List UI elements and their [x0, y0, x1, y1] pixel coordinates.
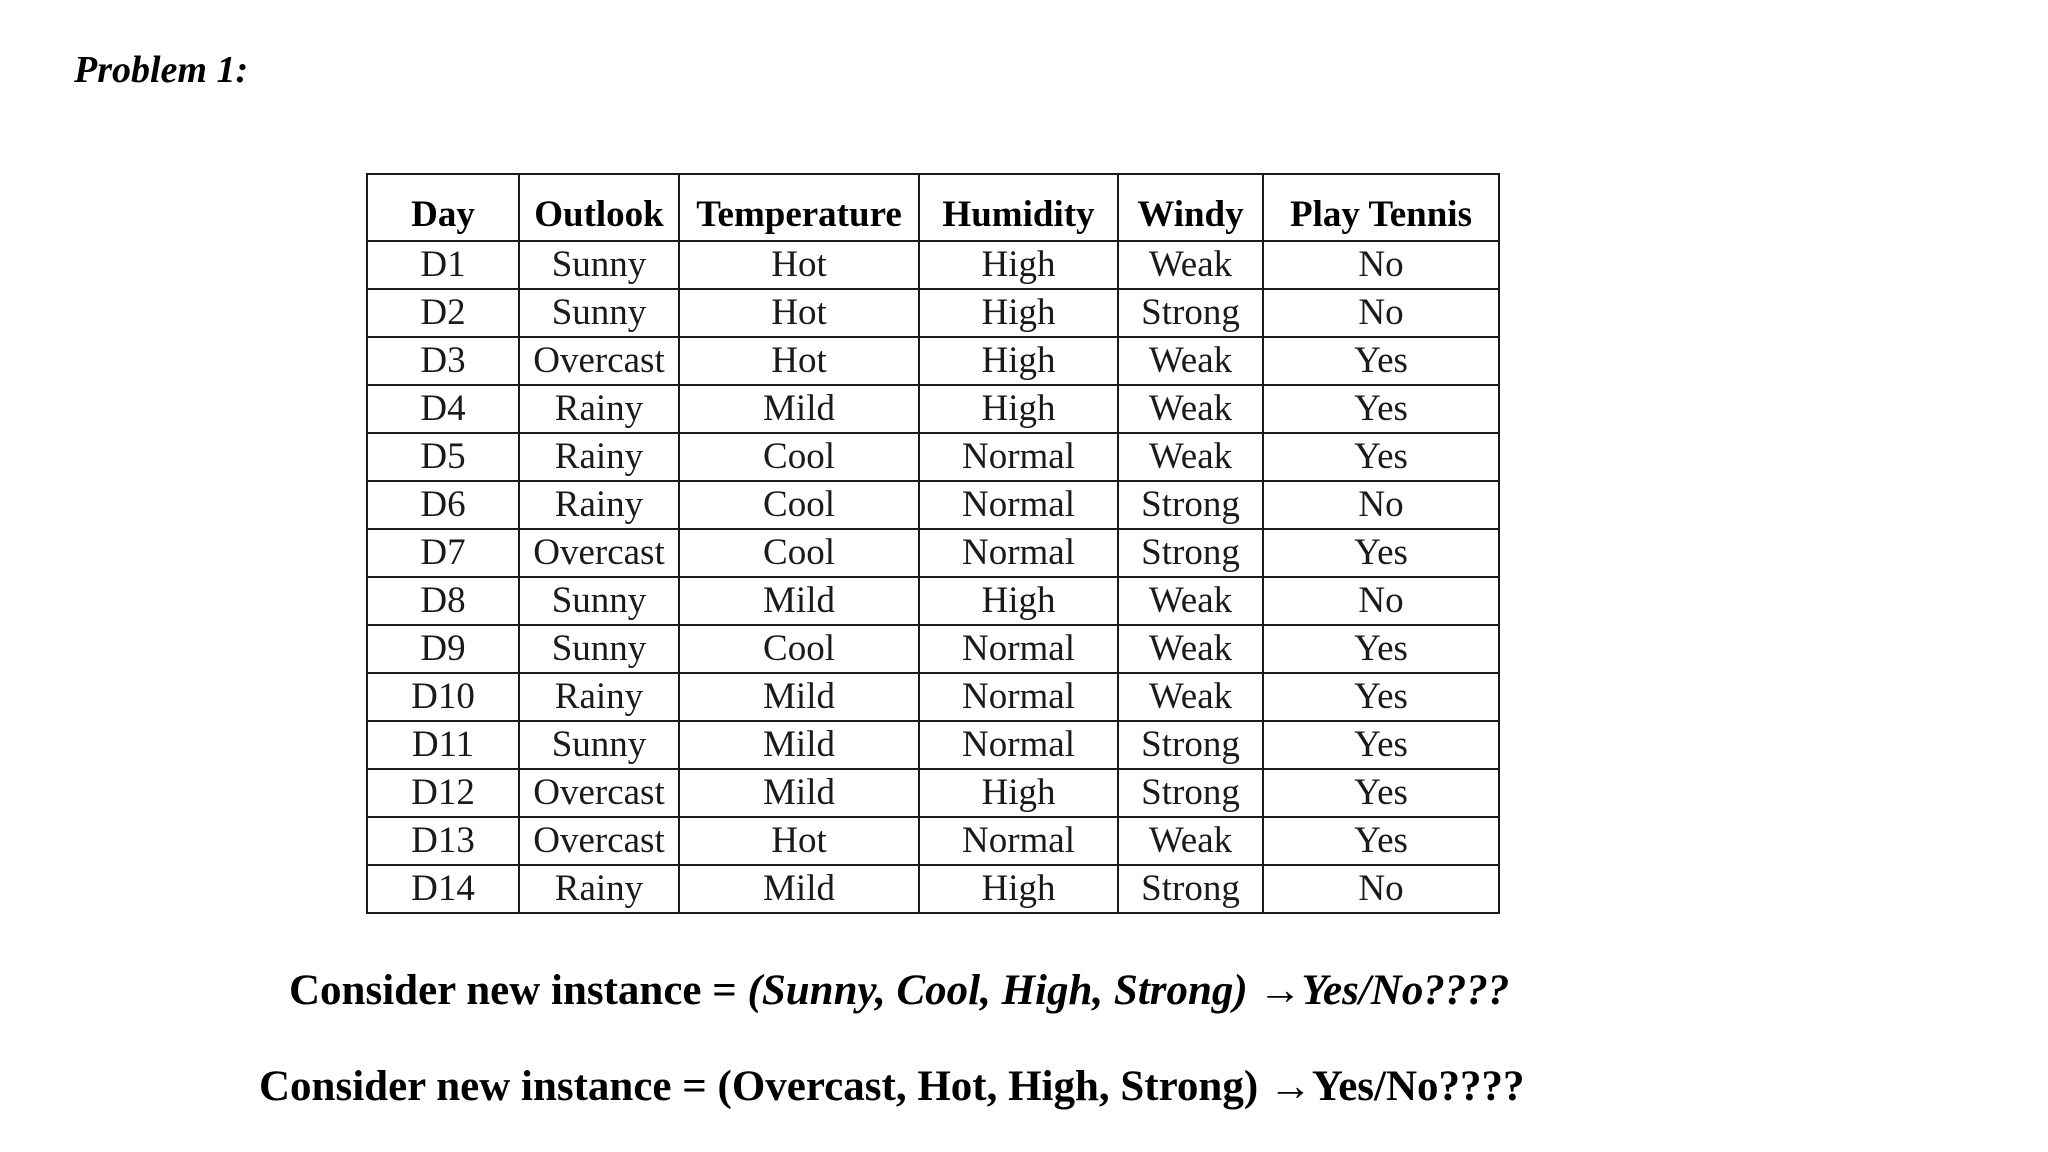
cell-outlook: Sunny — [519, 241, 679, 289]
instance-prefix: Consider new instance = — [259, 1063, 718, 1110]
cell-temperature: Hot — [679, 289, 919, 337]
column-header-windy: Windy — [1118, 174, 1263, 241]
cell-play-tennis: Yes — [1263, 433, 1499, 481]
cell-outlook: Overcast — [519, 769, 679, 817]
cell-temperature: Cool — [679, 481, 919, 529]
column-header-outlook: Outlook — [519, 174, 679, 241]
cell-day: D2 — [367, 289, 519, 337]
cell-outlook: Sunny — [519, 289, 679, 337]
column-header-temperature: Temperature — [679, 174, 919, 241]
cell-outlook: Sunny — [519, 721, 679, 769]
cell-day: D12 — [367, 769, 519, 817]
cell-outlook: Overcast — [519, 817, 679, 865]
cell-play-tennis: Yes — [1263, 769, 1499, 817]
cell-day: D4 — [367, 385, 519, 433]
cell-humidity: High — [919, 385, 1118, 433]
cell-day: D11 — [367, 721, 519, 769]
cell-temperature: Mild — [679, 721, 919, 769]
new-instance-question-1 — [289, 963, 1509, 1019]
cell-windy: Weak — [1118, 577, 1263, 625]
cell-day: D13 — [367, 817, 519, 865]
cell-play-tennis: No — [1263, 865, 1499, 913]
table-row — [367, 817, 1499, 865]
cell-day: D10 — [367, 673, 519, 721]
cell-humidity: High — [919, 865, 1118, 913]
cell-humidity: Normal — [919, 433, 1118, 481]
table-row — [367, 529, 1499, 577]
cell-humidity: High — [919, 241, 1118, 289]
cell-windy: Weak — [1118, 817, 1263, 865]
cell-windy: Strong — [1118, 865, 1263, 913]
cell-humidity: High — [919, 337, 1118, 385]
cell-play-tennis: Yes — [1263, 529, 1499, 577]
cell-play-tennis: Yes — [1263, 721, 1499, 769]
cell-windy: Weak — [1118, 625, 1263, 673]
cell-play-tennis: Yes — [1263, 385, 1499, 433]
instance-question: Yes/No???? — [1311, 1063, 1525, 1110]
cell-day: D5 — [367, 433, 519, 481]
cell-play-tennis: No — [1263, 289, 1499, 337]
cell-humidity: Normal — [919, 673, 1118, 721]
cell-humidity: Normal — [919, 817, 1118, 865]
cell-outlook: Rainy — [519, 433, 679, 481]
problem-title: Problem 1: — [74, 49, 249, 91]
table-header-row — [367, 174, 1499, 241]
cell-windy: Strong — [1118, 481, 1263, 529]
cell-play-tennis: Yes — [1263, 337, 1499, 385]
column-header-day: Day — [367, 174, 519, 241]
cell-temperature: Mild — [679, 769, 919, 817]
cell-humidity: Normal — [919, 721, 1118, 769]
instance-tuple: (Overcast, Hot, High, Strong) — [717, 1063, 1269, 1110]
table-row — [367, 241, 1499, 289]
cell-windy: Strong — [1118, 721, 1263, 769]
cell-day: D8 — [367, 577, 519, 625]
cell-windy: Strong — [1118, 769, 1263, 817]
cell-outlook: Overcast — [519, 337, 679, 385]
cell-windy: Weak — [1118, 241, 1263, 289]
cell-outlook: Overcast — [519, 529, 679, 577]
table-row — [367, 865, 1499, 913]
cell-play-tennis: No — [1263, 481, 1499, 529]
cell-windy: Weak — [1118, 673, 1263, 721]
instance-tuple: (Sunny, Cool, High, Strong) — [747, 967, 1248, 1014]
cell-day: D9 — [367, 625, 519, 673]
cell-humidity: Normal — [919, 481, 1118, 529]
cell-windy: Strong — [1118, 289, 1263, 337]
table-row — [367, 337, 1499, 385]
table-row — [367, 385, 1499, 433]
right-arrow-icon: → — [1268, 1063, 1312, 1110]
table-body — [367, 241, 1499, 913]
table-row — [367, 673, 1499, 721]
cell-humidity: High — [919, 769, 1118, 817]
cell-temperature: Mild — [679, 865, 919, 913]
cell-day: D7 — [367, 529, 519, 577]
cell-windy: Strong — [1118, 529, 1263, 577]
cell-temperature: Mild — [679, 673, 919, 721]
table-row — [367, 577, 1499, 625]
cell-day: D3 — [367, 337, 519, 385]
play-tennis-table — [366, 173, 1500, 914]
cell-temperature: Cool — [679, 433, 919, 481]
cell-temperature: Hot — [679, 337, 919, 385]
cell-temperature: Mild — [679, 385, 919, 433]
cell-outlook: Rainy — [519, 673, 679, 721]
cell-windy: Weak — [1118, 385, 1263, 433]
cell-outlook: Sunny — [519, 577, 679, 625]
cell-play-tennis: Yes — [1263, 817, 1499, 865]
right-arrow-icon: → — [1247, 967, 1302, 1014]
cell-day: D6 — [367, 481, 519, 529]
cell-temperature: Mild — [679, 577, 919, 625]
cell-windy: Weak — [1118, 433, 1263, 481]
cell-temperature: Cool — [679, 625, 919, 673]
cell-outlook: Rainy — [519, 865, 679, 913]
new-instance-question-2 — [259, 1059, 1525, 1115]
cell-play-tennis: Yes — [1263, 673, 1499, 721]
cell-windy: Weak — [1118, 337, 1263, 385]
cell-outlook: Rainy — [519, 385, 679, 433]
table-row — [367, 721, 1499, 769]
cell-play-tennis: No — [1263, 577, 1499, 625]
table-row — [367, 769, 1499, 817]
cell-play-tennis: No — [1263, 241, 1499, 289]
instance-prefix: Consider new instance = — [289, 967, 748, 1014]
cell-outlook: Rainy — [519, 481, 679, 529]
cell-play-tennis: Yes — [1263, 625, 1499, 673]
cell-temperature: Hot — [679, 241, 919, 289]
cell-temperature: Cool — [679, 529, 919, 577]
table-row — [367, 289, 1499, 337]
cell-humidity: Normal — [919, 625, 1118, 673]
cell-humidity: High — [919, 289, 1118, 337]
cell-humidity: High — [919, 577, 1118, 625]
cell-day: D14 — [367, 865, 519, 913]
cell-humidity: Normal — [919, 529, 1118, 577]
cell-temperature: Hot — [679, 817, 919, 865]
cell-outlook: Sunny — [519, 625, 679, 673]
instance-question: Yes/No???? — [1301, 967, 1510, 1014]
table-row — [367, 481, 1499, 529]
cell-day: D1 — [367, 241, 519, 289]
column-header-play-tennis: Play Tennis — [1263, 174, 1499, 241]
table-row — [367, 433, 1499, 481]
table-row — [367, 625, 1499, 673]
column-header-humidity: Humidity — [919, 174, 1118, 241]
